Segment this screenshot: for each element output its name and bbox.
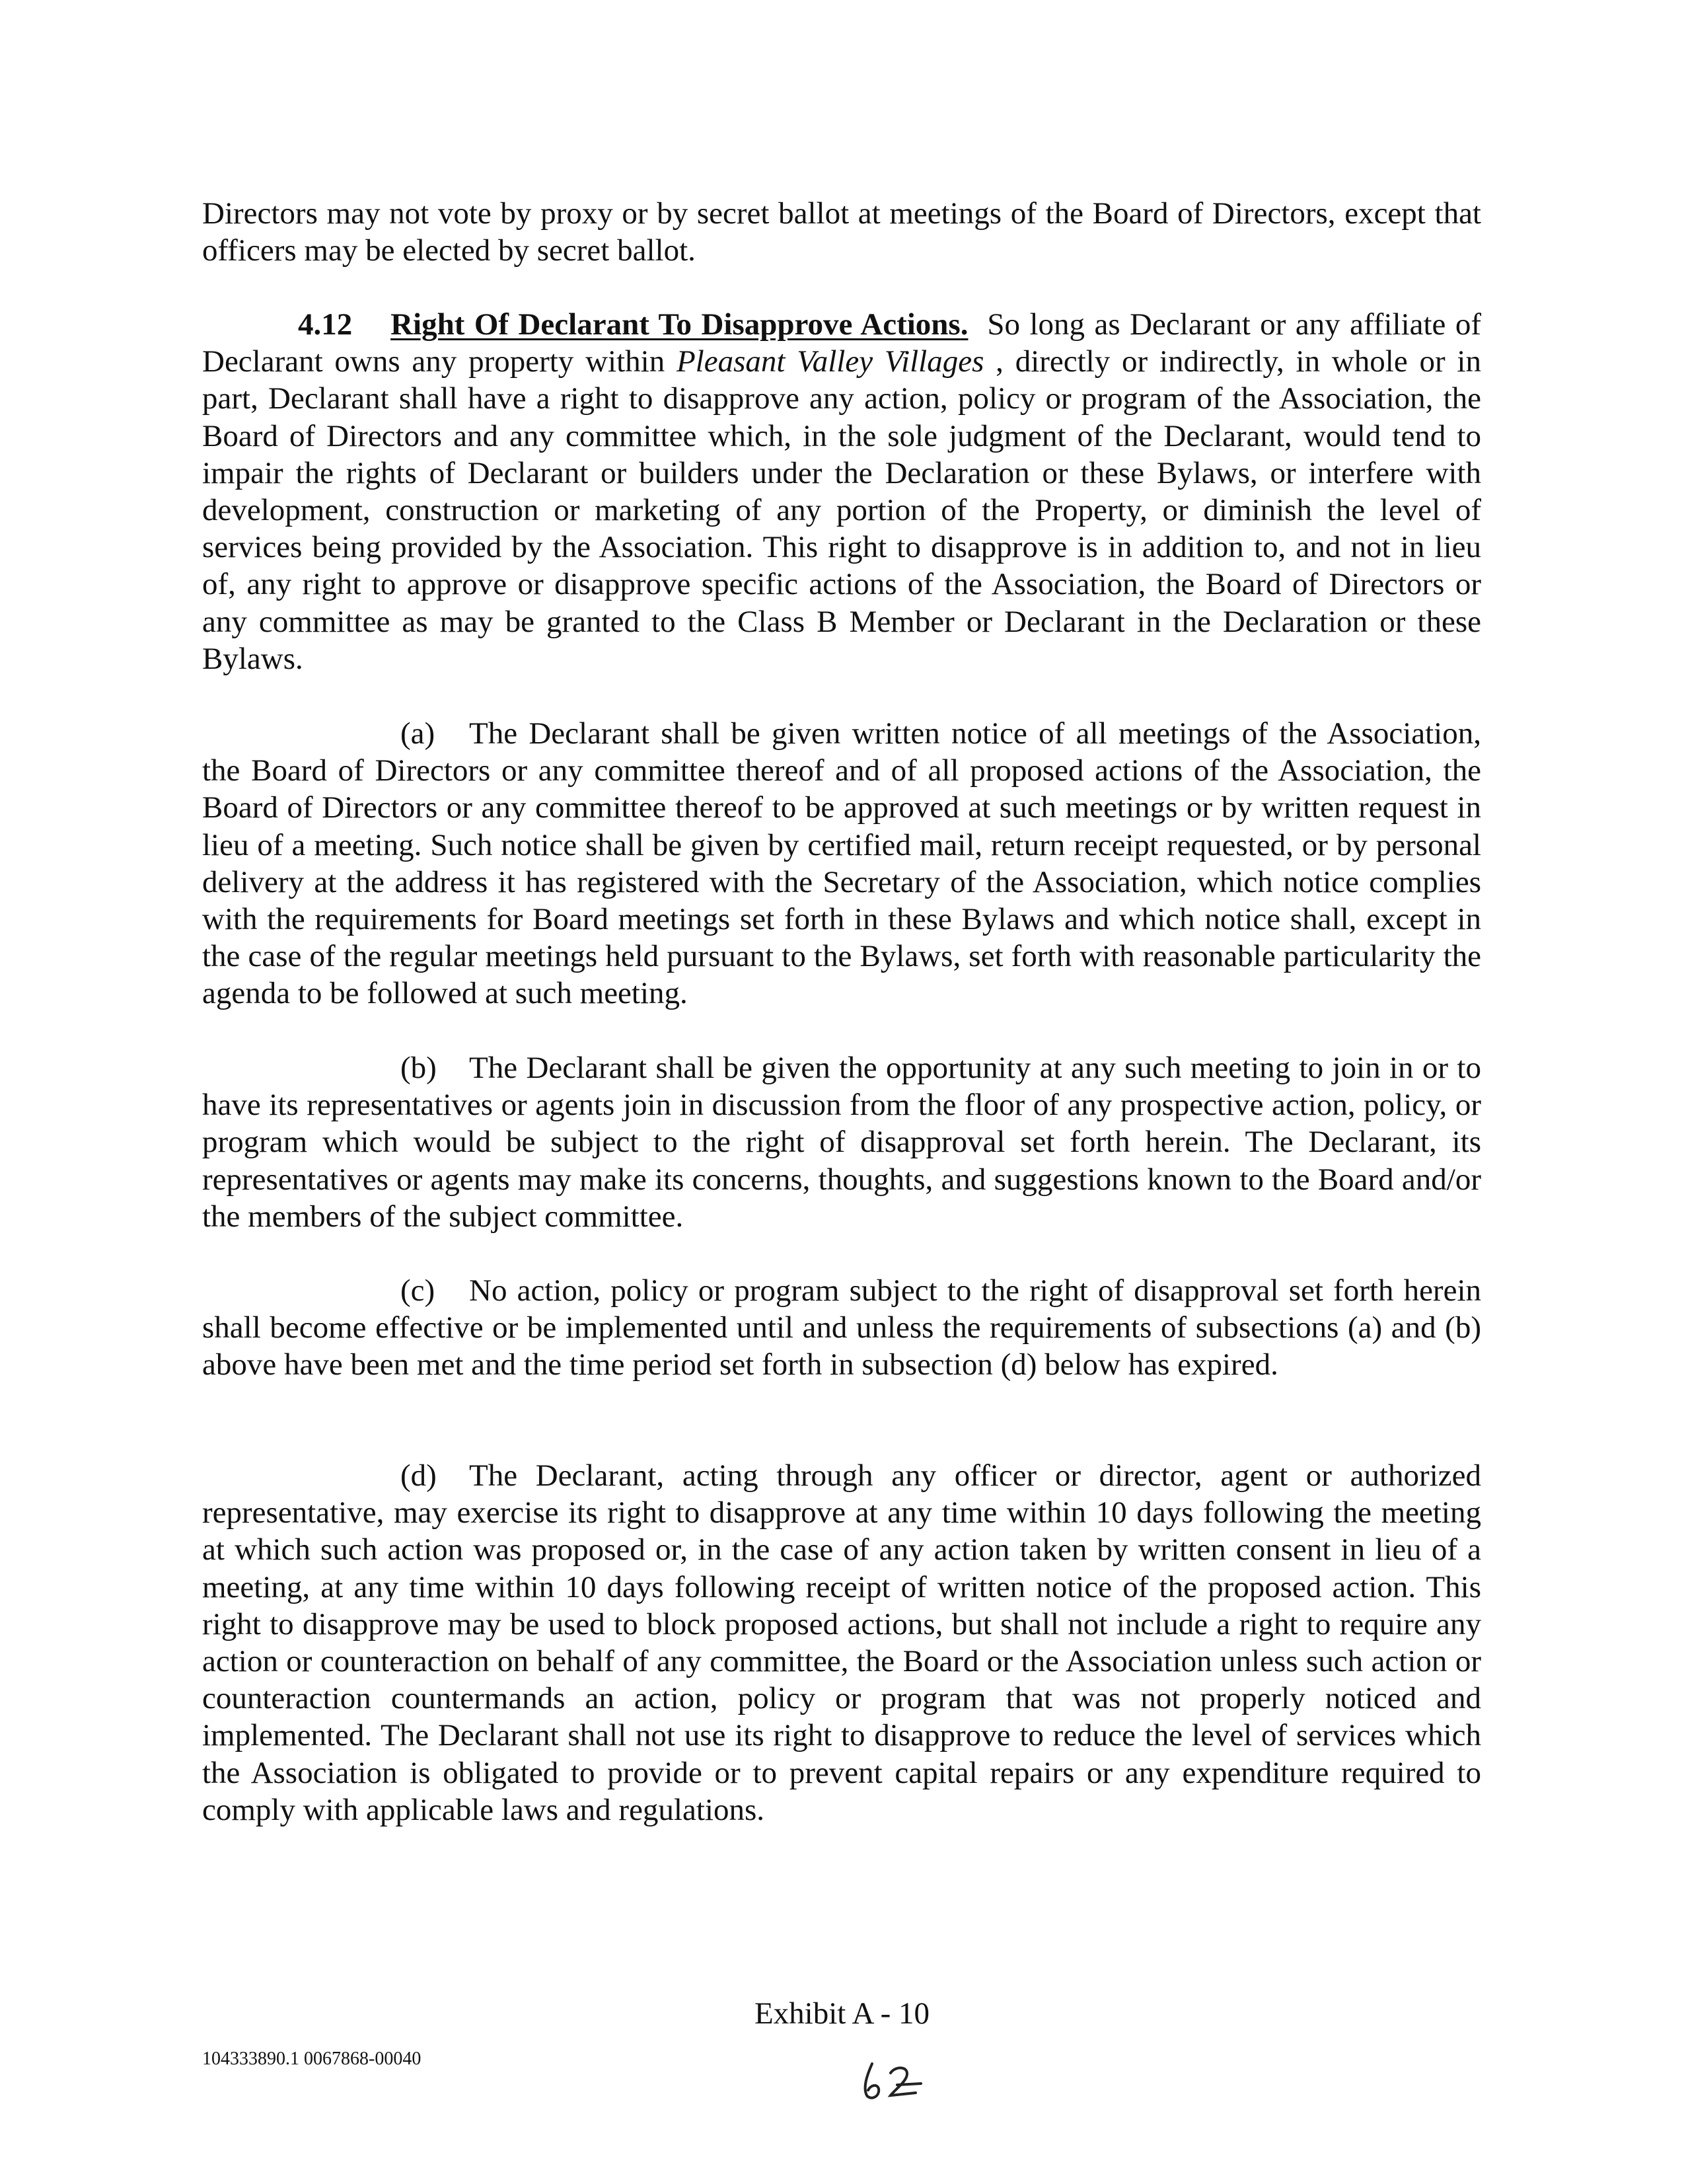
subsection-c <box>202 1272 1481 1384</box>
section-title-period: . <box>960 307 969 342</box>
subsection-d-text: The Declarant, acting through any officer or director, agent or authorized representative, may exercise its right to disapprove at any time within 10 days following the meeting at which such action was proposed or, in the case of any action taken by written consent in lieu of a meeting, at any time within 10 days following receipt of written notice of the proposed action. This right to disapprove may be used to block proposed actions, but shall not include a right to require any action or counteraction on behalf of any committee, the Board or the Association unless such action or counteraction countermands an action, policy or program that was not properly noticed and implemented. The Declarant shall not use its right to disapprove to reduce the level of services which the Association is obligated to provide or to prevent capital repairs or any expenditure required to comply with applicable laws and regulations. <box>202 1458 1481 1827</box>
paragraph-continuation: Directors may not vote by proxy or by secret ballot at meetings of the Board of Directors, except that officers may be elected by secret ballot. <box>202 196 1481 268</box>
handwritten-page-number <box>858 2058 930 2105</box>
section-number: 4.12 <box>298 307 353 342</box>
section-title: Right Of Declarant To Disapprove Actions <box>390 307 961 342</box>
subsection-a <box>202 715 1481 1012</box>
community-name: Pleasant Valley Villages <box>676 344 984 379</box>
subsection-b-text: The Declarant shall be given the opportunity at any such meeting to join in or to have its representatives or agents join in discussion from the floor of any prospective action, policy, or program which would be subject to the right of disapproval set forth herein. The Declarant, its representatives or agents may make its concerns, thoughts, and suggestions known to the Board and/or the members of the subject committee. <box>202 1051 1481 1234</box>
exhibit-page-label: Exhibit A - 10 <box>754 1996 930 2031</box>
subsection-c-label: (c) <box>400 1273 435 1308</box>
subsection-b <box>202 1049 1481 1235</box>
subsection-b-label: (b) <box>400 1051 437 1085</box>
subsection-d-label: (d) <box>400 1458 437 1493</box>
subsection-c-text: No action, policy or program subject to the right of disapproval set forth herein shall become effective or be implemented until and unless the requirements of subsections (a) and (b) above have been met and the time period set forth in subsection (d) below has expired. <box>202 1273 1481 1382</box>
section-4-12-paragraph <box>202 306 1481 677</box>
subsection-a-label: (a) <box>400 716 435 751</box>
subsection-a-text: The Declarant shall be given written notice of all meetings of the Association, the Board of Directors or any committee thereof and of all proposed actions of the Association, the Board of Directors or any committee thereof to be approved at such meetings or by written request in lieu of a meeting. Such notice shall be given by certified mail, return receipt requested, or by personal delivery at the address it has registered with the Secretary of the Association, which notice complies with the requirements for Board meetings set forth in these Bylaws and which notice shall, except in the case of the regular meetings held pursuant to the Bylaws, set forth with reasonable particularity the agenda to be followed at such meeting. <box>202 716 1481 1011</box>
section-text-part1: So long as Declarant or any affiliate of Declarant owns any property within <box>202 307 1482 379</box>
subsection-d <box>202 1457 1481 1828</box>
document-id: 104333890.1 0067868-00040 <box>202 2049 421 2069</box>
section-text-part2: , directly or indirectly, in whole or in part, Declarant shall have a right to disapprove any action, policy or program of the Association, the Board of Directors and any committee which, in the sole judgment of the Declarant, would tend to impair the rights of Declarant or builders under the Declaration or these Bylaws, or interfere with development, construction or marketing of any portion of the Property, or diminish the level of services being provided by the Association. This right to disapprove is in addition to, and not in lieu of, any right to approve or disapprove specific actions of the Association, the Board of Directors or any committee as may be granted to the Class B Member or Declarant in the Declaration or these Bylaws. <box>202 344 1481 676</box>
